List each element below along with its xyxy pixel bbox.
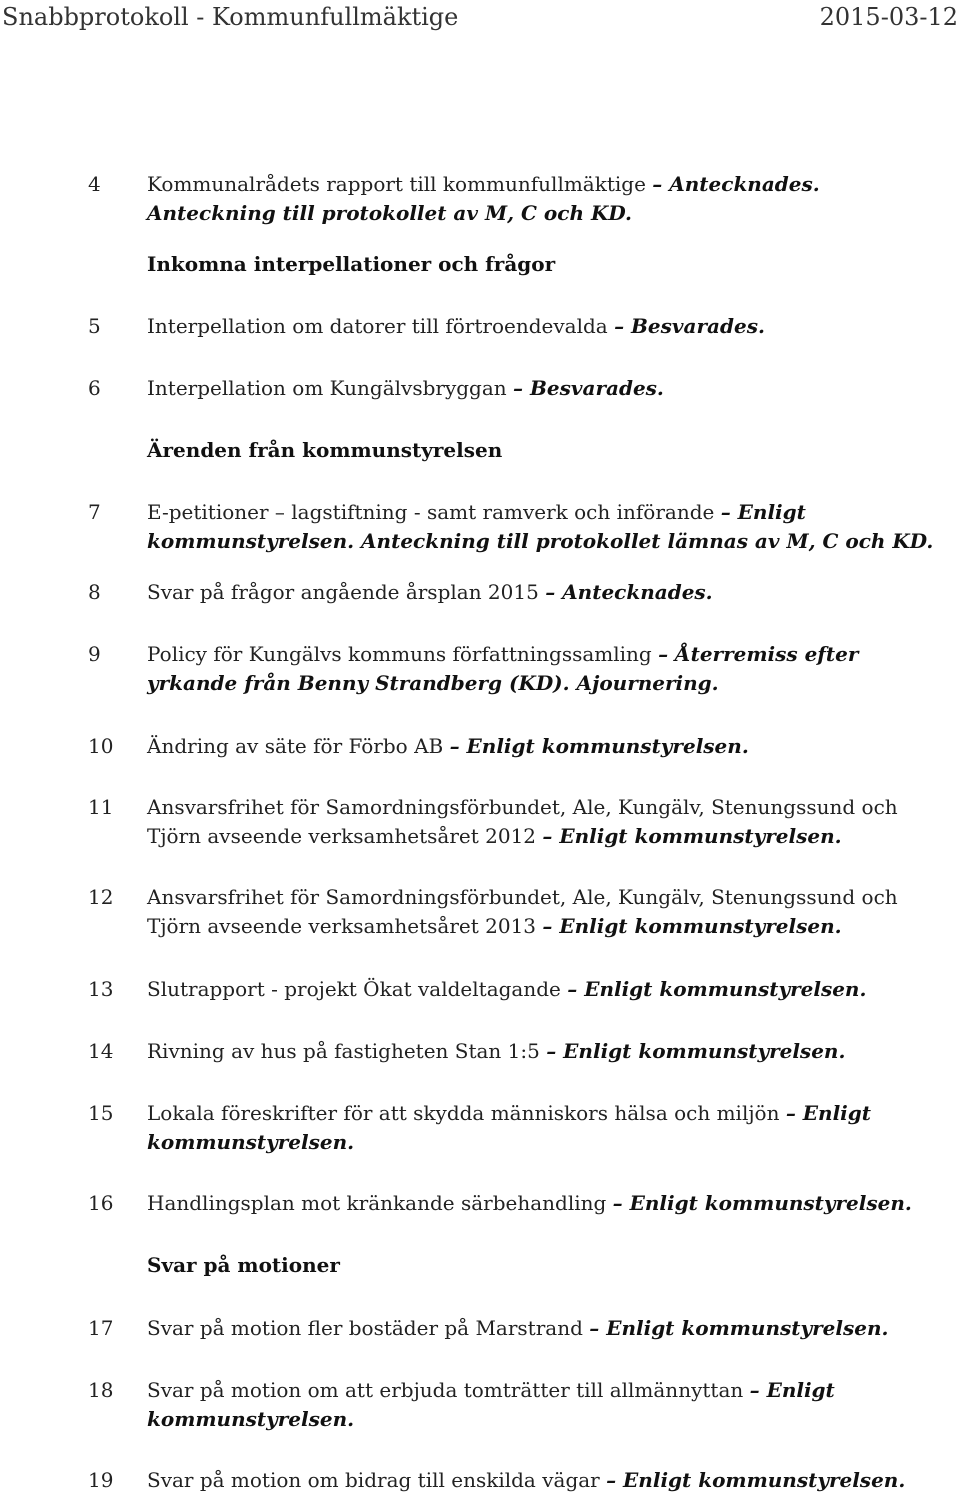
item-title: Svar på motion om bidrag till enskilda vägar bbox=[147, 1468, 607, 1492]
item-text bbox=[147, 1099, 947, 1157]
item-title: Svar på motion om att erbjuda tomträtter till allmännyttan bbox=[147, 1378, 750, 1402]
item-title: Handlingsplan mot kränkande särbehandling bbox=[147, 1191, 613, 1215]
item-text bbox=[147, 732, 947, 761]
document-title: Snabbprotokoll - Kommunfullmäktige bbox=[2, 3, 459, 31]
item-number: 17 bbox=[88, 1316, 114, 1340]
item-decision: – Enligt kommunstyrelsen. bbox=[589, 1316, 889, 1340]
item-number: 15 bbox=[88, 1101, 114, 1125]
item-title: Kommunalrådets rapport till kommunfullmäktige bbox=[147, 172, 653, 196]
item-title: Interpellation om Kungälvsbryggan bbox=[147, 376, 514, 400]
item-title: Rivning av hus på fastigheten Stan 1:5 bbox=[147, 1039, 547, 1063]
item-decision: – Enligt kommunstyrelsen. bbox=[449, 734, 749, 758]
item-number: 14 bbox=[88, 1039, 114, 1063]
item-decision: – Enligt kommunstyrelsen. bbox=[606, 1468, 906, 1492]
item-number: 19 bbox=[88, 1468, 114, 1492]
item-number: 10 bbox=[88, 734, 114, 758]
item-number: 12 bbox=[88, 885, 114, 909]
item-title: Lokala föreskrifter för att skydda människors hälsa och miljön bbox=[147, 1101, 786, 1125]
item-number: 9 bbox=[88, 642, 101, 666]
item-decision: – Enligt kommunstyrelsen. bbox=[147, 1101, 871, 1154]
item-text bbox=[147, 170, 947, 228]
item-decision: – Enligt kommunstyrelsen. Anteckning till protokollet lämnas av M, C och KD. bbox=[147, 500, 934, 553]
item-title: E-petitioner – lagstiftning - samt ramverk och införande bbox=[147, 500, 721, 524]
item-text bbox=[147, 1466, 947, 1495]
item-decision: – Enligt kommunstyrelsen. bbox=[542, 914, 842, 938]
item-title: Svar på frågor angående årsplan 2015 bbox=[147, 580, 546, 604]
item-text bbox=[147, 1037, 947, 1066]
item-number: 13 bbox=[88, 977, 114, 1001]
item-number: 6 bbox=[88, 376, 101, 400]
document-date: 2015-03-12 bbox=[819, 3, 958, 31]
item-text bbox=[147, 374, 947, 403]
item-decision: – Enligt kommunstyrelsen. bbox=[542, 824, 842, 848]
item-text bbox=[147, 312, 947, 341]
item-decision: – Återremiss efter yrkande från Benny Strandberg (KD). Ajournering. bbox=[147, 642, 859, 695]
item-text bbox=[147, 578, 947, 607]
item-title: Ansvarsfrihet för Samordningsförbundet, Ale, Kungälv, Stenungssund och Tjörn avseende verksamhetsåret 2012 bbox=[147, 795, 898, 848]
item-decision: – Antecknades. Anteckning till protokollet av M, C och KD. bbox=[147, 172, 820, 225]
item-number: 18 bbox=[88, 1378, 114, 1402]
item-text bbox=[147, 975, 947, 1004]
item-number: 4 bbox=[88, 172, 101, 196]
item-text bbox=[147, 1314, 947, 1343]
item-decision: – Enligt kommunstyrelsen. bbox=[567, 977, 867, 1001]
item-title: Ändring av säte för Förbo AB bbox=[147, 734, 450, 758]
item-decision: – Antecknades. bbox=[545, 580, 713, 604]
item-text bbox=[147, 1376, 947, 1434]
item-text bbox=[147, 640, 947, 698]
item-title: Svar på motion fler bostäder på Marstrand bbox=[147, 1316, 590, 1340]
item-decision: – Enligt kommunstyrelsen. bbox=[546, 1039, 846, 1063]
item-decision: – Enligt kommunstyrelsen. bbox=[612, 1191, 912, 1215]
section-heading-inkomna: Inkomna interpellationer och frågor bbox=[147, 252, 556, 276]
item-number: 11 bbox=[88, 795, 114, 819]
item-decision: – Besvarades. bbox=[614, 314, 765, 338]
item-title: Slutrapport - projekt Ökat valdeltagande bbox=[147, 977, 568, 1001]
item-title: Policy för Kungälvs kommuns författningssamling bbox=[147, 642, 659, 666]
item-text bbox=[147, 1189, 947, 1218]
section-heading-arenden: Ärenden från kommunstyrelsen bbox=[147, 438, 503, 462]
item-text bbox=[147, 883, 947, 941]
item-decision: – Besvarades. bbox=[513, 376, 664, 400]
item-number: 8 bbox=[88, 580, 101, 604]
item-number: 7 bbox=[88, 500, 101, 524]
item-number: 16 bbox=[88, 1191, 114, 1215]
item-text bbox=[147, 498, 947, 556]
section-heading-motioner: Svar på motioner bbox=[147, 1253, 340, 1277]
item-decision: – Enligt kommunstyrelsen. bbox=[147, 1378, 835, 1431]
item-number: 5 bbox=[88, 314, 101, 338]
item-title: Interpellation om datorer till förtroendevalda bbox=[147, 314, 615, 338]
page-header bbox=[0, 0, 960, 40]
item-text bbox=[147, 793, 947, 851]
item-title: Ansvarsfrihet för Samordningsförbundet, Ale, Kungälv, Stenungssund och Tjörn avseende verksamhetsåret 2013 bbox=[147, 885, 898, 938]
